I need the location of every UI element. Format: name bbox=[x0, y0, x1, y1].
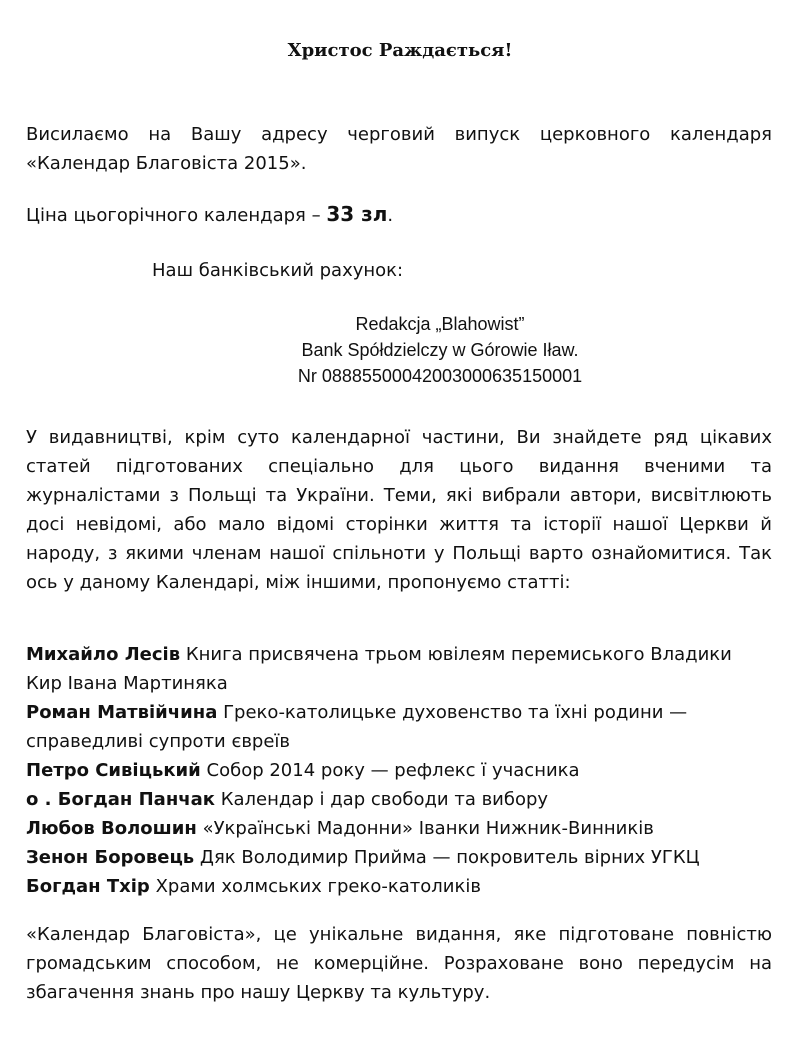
article-title: Храми холмських греко-католиків bbox=[155, 876, 481, 897]
article-author: Михайло Лесів bbox=[26, 644, 181, 665]
bank-details bbox=[230, 311, 650, 389]
price-line bbox=[26, 200, 393, 230]
article-author: Петро Сивіцький bbox=[26, 760, 201, 781]
article-title: «Українські Мадонни» Іванки Нижник-Винників bbox=[202, 818, 654, 839]
intro-paragraph: Висилаємо на Вашу адресу черговий випуск церковного календаря «Календар Благовіста 2015». bbox=[26, 124, 772, 174]
article-author: о . Богдан Панчак bbox=[26, 789, 215, 810]
closing-paragraph: «Календар Благовіста», це унікальне видання, яке підготоване повністю громадським способом, не комерційне. Розраховане воно передусім на збагачення знань про нашу Церкву та культуру. bbox=[26, 924, 772, 1003]
bank-label: Наш банківський рахунок: bbox=[152, 260, 404, 281]
bank-recipient: Redakcja „Blahowist” bbox=[355, 314, 525, 334]
price-suffix: . bbox=[387, 205, 394, 226]
articles-list bbox=[26, 640, 776, 901]
article-author: Богдан Тхір bbox=[26, 876, 150, 897]
article-item bbox=[26, 640, 776, 698]
price-amount: 33 зл bbox=[326, 202, 388, 226]
article-author: Любов Волошин bbox=[26, 818, 197, 839]
article-author: Роман Матвійчина bbox=[26, 702, 218, 723]
price-prefix: Ціна цьогорічного календаря – bbox=[26, 205, 321, 226]
article-item bbox=[26, 785, 776, 814]
article-title: Греко-католицьке духовенство та їхні родини — bbox=[223, 702, 688, 723]
article-item bbox=[26, 872, 776, 901]
bank-account-number: Nr 08885500042003000635150001 bbox=[297, 366, 583, 386]
article-title: Собор 2014 року — рефлекс ї учасника bbox=[206, 760, 580, 781]
body-paragraph: У видавництві, крім суто календарної частини, Ви знайдете ряд цікавих статей підготованих спеціально для цього видання вченими та журналістами з Польщі та України. Теми, які вибрали автори, висвітлюють досі невідомі, або мало відомі сторінки життя та історії нашої Церкви й народу, з якими членам нашої спільноти у Польщі варто ознайомитися. Так ось у даному Календарі, між іншими, пропонуємо статті: bbox=[26, 427, 772, 593]
article-title-continued: справедливі супроти євреїв bbox=[26, 731, 291, 752]
article-item bbox=[26, 698, 776, 756]
article-item bbox=[26, 843, 776, 872]
bank-name: Bank Spółdzielczy w Górowie Iław. bbox=[301, 340, 579, 360]
article-title: Календар і дар свободи та вибору bbox=[220, 789, 549, 810]
article-title: Книга присвячена трьом ювілеям перемиського Владики bbox=[185, 644, 732, 665]
letter-title: Христос Раждається! bbox=[287, 40, 513, 61]
article-title: Дяк Володимир Прийма — покровитель вірних УГКЦ bbox=[199, 847, 700, 868]
article-item bbox=[26, 814, 776, 843]
article-title-continued: Кир Івана Мартиняка bbox=[26, 673, 228, 694]
article-item bbox=[26, 756, 776, 785]
article-author: Зенон Боровець bbox=[26, 847, 195, 868]
